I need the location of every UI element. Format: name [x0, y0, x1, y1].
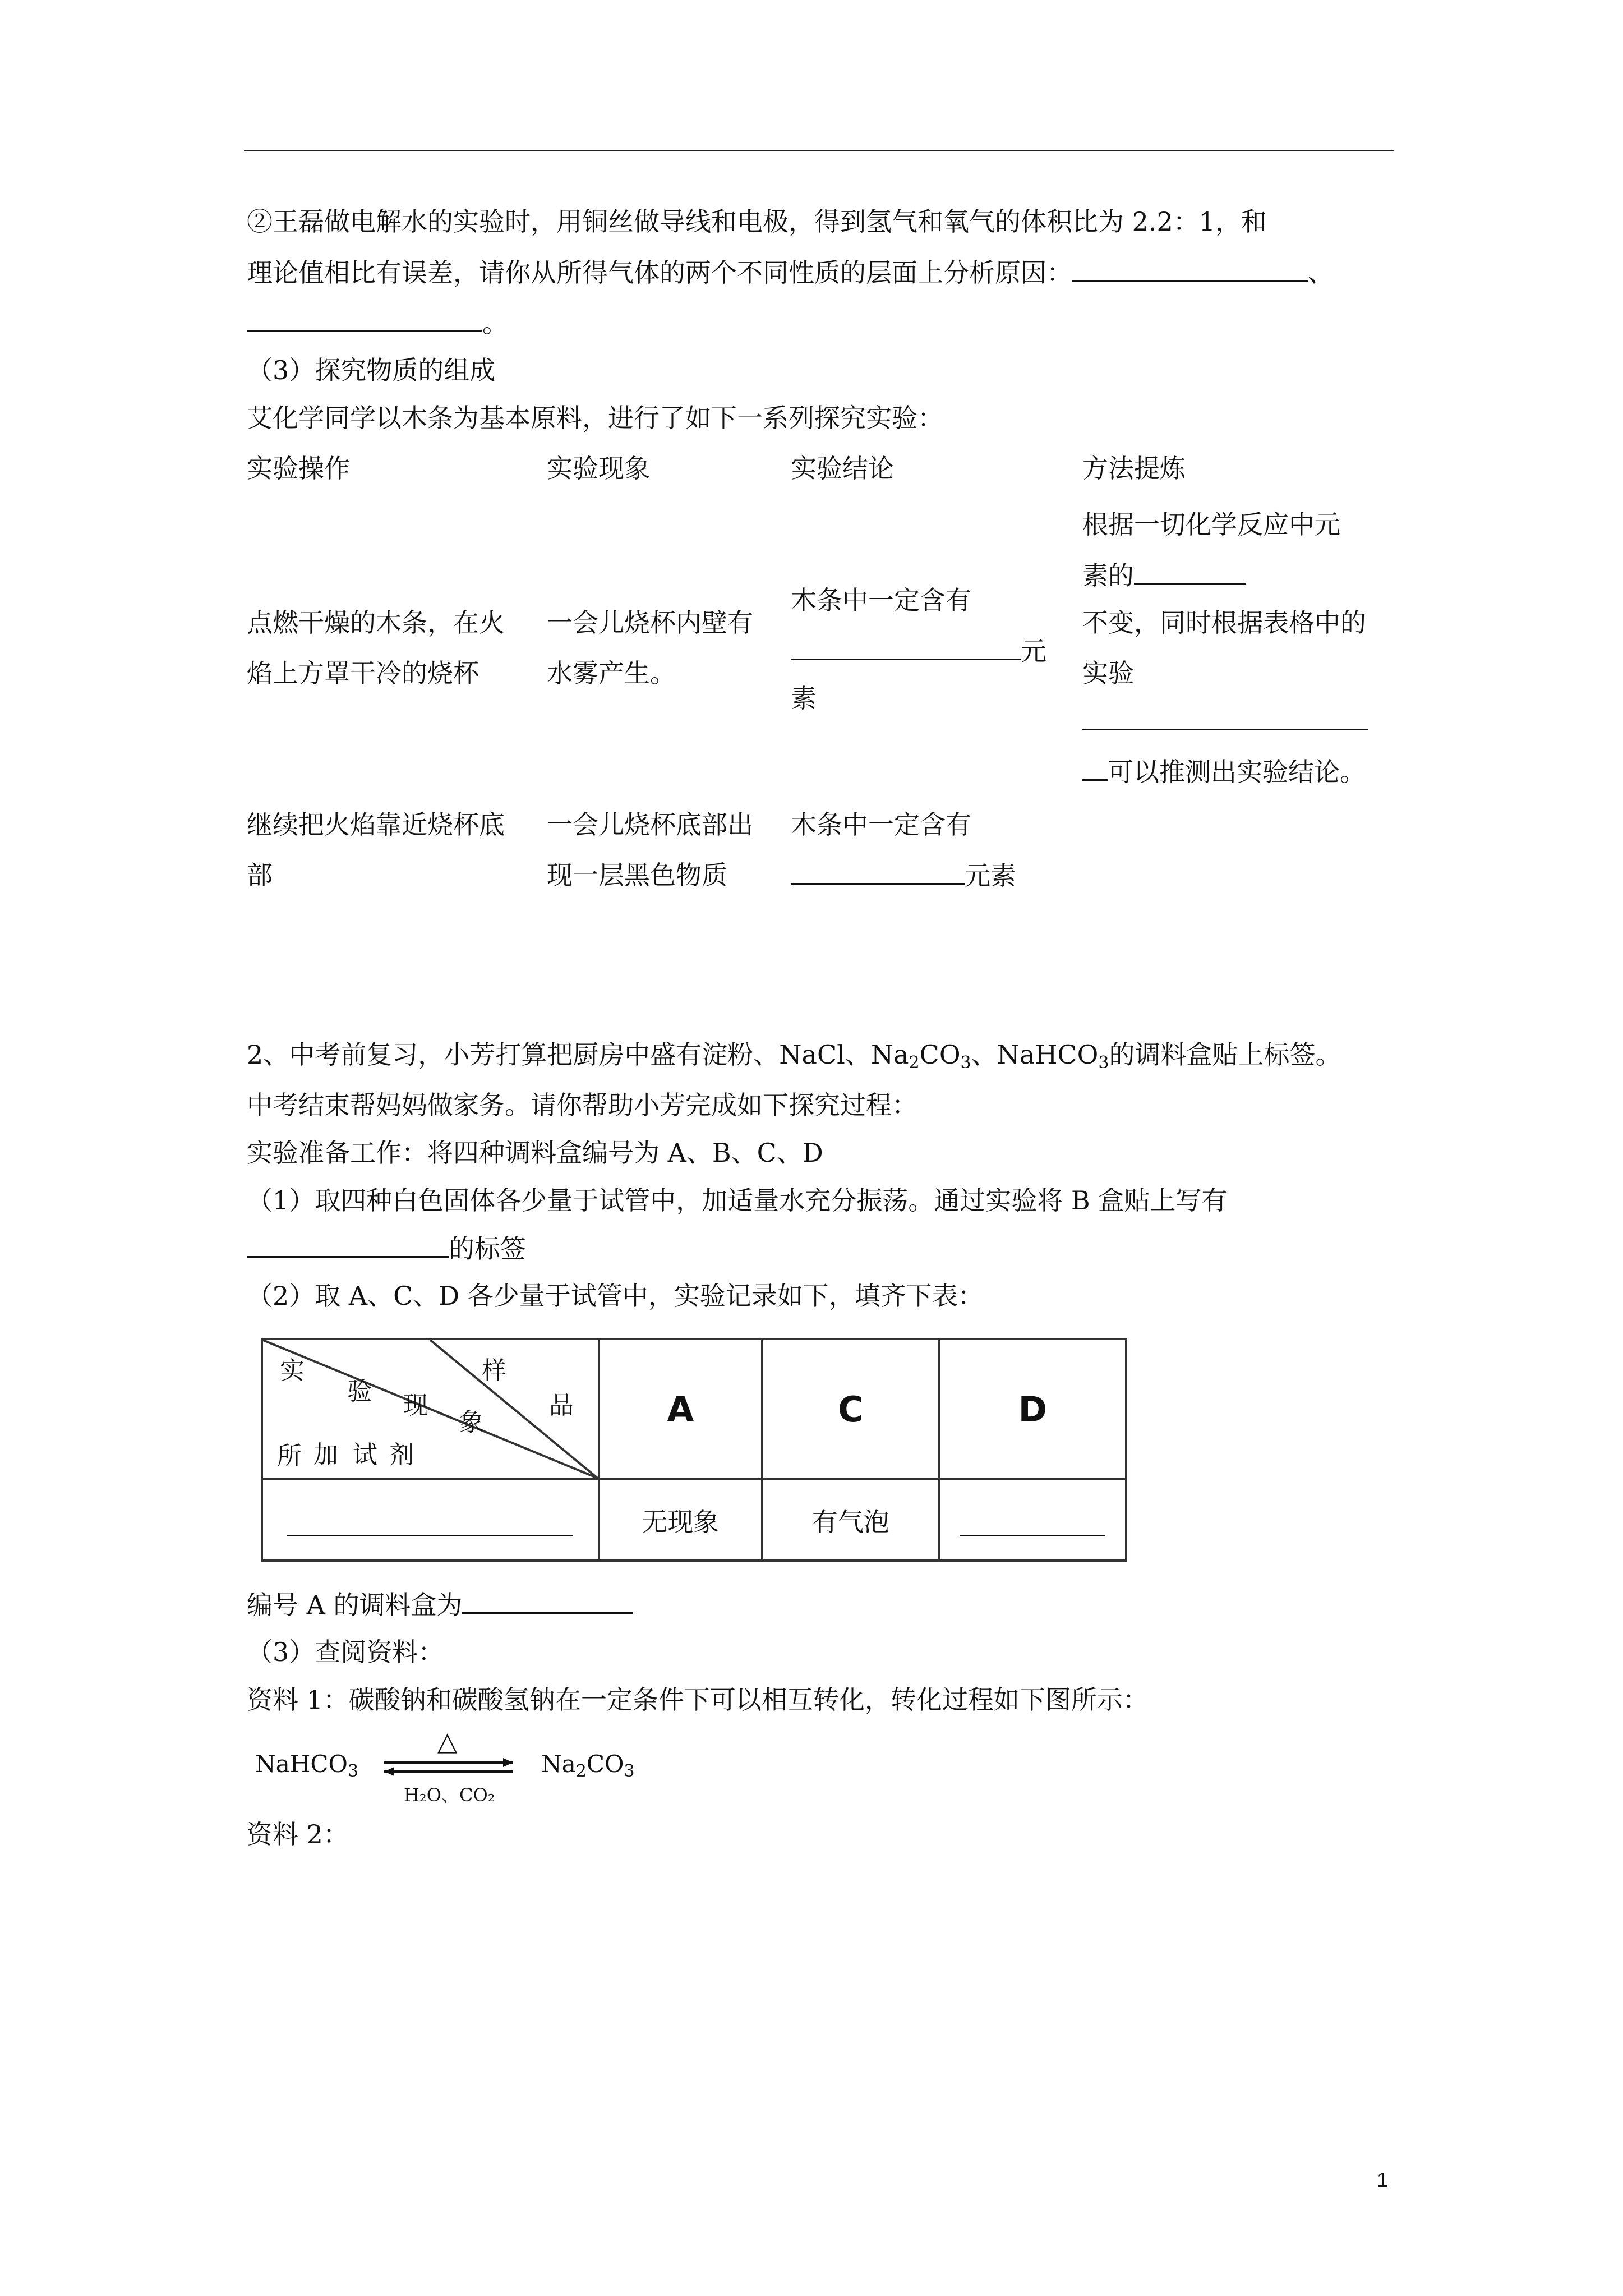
q1-sub2-line2	[247, 255, 1334, 289]
header-method: 方法提炼	[1082, 453, 1186, 484]
subscript: 3	[1098, 1053, 1109, 1073]
row1-method-2-line	[1082, 558, 1246, 592]
subscript: 3	[348, 1761, 359, 1781]
experiment-table	[261, 1338, 1127, 1562]
q2-line1	[247, 1038, 1341, 1071]
row1-concl-line	[791, 634, 1046, 668]
diag-label: 实	[280, 1356, 305, 1385]
answer-blank[interactable]	[1082, 754, 1108, 781]
header-operation: 实验操作	[247, 453, 350, 484]
subscript: 3	[624, 1761, 635, 1781]
q2-line1-d: 的调料盒贴上标签。	[1109, 1039, 1341, 1070]
diag-label: 所	[277, 1442, 302, 1470]
q1-part3-intro: 艾化学同学以木条为基本原料，进行了如下一系列探究实验：	[247, 403, 943, 433]
eq-right-b: CO	[586, 1750, 624, 1778]
eq-top-label: △	[437, 1726, 458, 1756]
reagent-cell	[262, 1479, 599, 1561]
diag-label: 剂	[389, 1441, 414, 1469]
q2-line1-b: CO	[919, 1039, 961, 1070]
q2-line8: （3）查阅资料：	[247, 1637, 444, 1667]
row1-concl-a: 木条中一定含有	[791, 585, 971, 615]
result-d-cell	[939, 1479, 1126, 1561]
row1-method-3: 不变，同时根据表格中的	[1082, 608, 1366, 638]
col-header-c	[762, 1339, 939, 1479]
q2-line10: 资料 2：	[247, 1819, 349, 1849]
q2-line3: 实验准备工作：将四种调料盒编号为 A、B、C、D	[247, 1138, 823, 1168]
q2-line1-c: 、NaHCO	[971, 1039, 1099, 1070]
q1-sub2-line1: ②王磊做电解水的实验时，用铜丝做导线和电极，得到氢气和氧气的体积比为 2.2：1，和	[247, 206, 1267, 237]
diag-label: 象	[459, 1408, 484, 1437]
header-conclusion: 实验结论	[791, 453, 894, 484]
row1-op-1: 点燃干燥的木条，在火	[247, 608, 505, 638]
row1-method-4: 实验	[1082, 658, 1134, 688]
q2-line6: （2）取 A、C、D 各少量于试管中，实验记录如下，填齐下表：	[247, 1281, 984, 1311]
answer-blank[interactable]	[1072, 255, 1308, 282]
q2-line5-end: 的标签	[449, 1234, 526, 1264]
eq-right-a: Na	[541, 1750, 576, 1778]
row1-method-1: 根据一切化学反应中元	[1082, 509, 1340, 540]
answer-blank[interactable]	[247, 1231, 449, 1258]
row2-op-1: 继续把火焰靠近烧杯底	[247, 809, 505, 840]
subscript: 3	[960, 1053, 971, 1073]
q2-line7-text: 编号 A 的调料盒为	[247, 1590, 463, 1620]
diag-label: 试	[353, 1441, 377, 1469]
diag-label: 加	[313, 1441, 338, 1469]
row2-phen-2: 现一层黑色物质	[547, 860, 727, 890]
diag-label: 样	[482, 1356, 506, 1385]
diag-label: 品	[549, 1391, 574, 1420]
page-number: 1	[1377, 2168, 1389, 2191]
row1-concl-b: 元	[1021, 636, 1046, 666]
col-d-label: D	[1018, 1388, 1048, 1430]
col-a-label: A	[667, 1388, 694, 1430]
result-a-cell	[599, 1479, 763, 1561]
row1-method-5: 可以推测出实验结论。	[1108, 757, 1366, 787]
double-arrow-icon	[379, 1756, 519, 1778]
result-c: 有气泡	[811, 1506, 889, 1537]
row2-op-2: 部	[247, 860, 273, 890]
row1-phen-1: 一会儿烧杯内壁有	[547, 608, 753, 638]
col-header-d	[939, 1339, 1126, 1479]
subscript: 2	[575, 1761, 587, 1781]
header-rule	[244, 150, 1394, 151]
row1-method-blank-line	[1082, 704, 1368, 738]
row1-method-2: 素的	[1082, 560, 1134, 591]
diagonal-header-cell	[262, 1339, 599, 1479]
row1-op-2: 焰上方罩干冷的烧杯	[247, 658, 479, 688]
col-header-a	[599, 1339, 763, 1479]
q1-sub2-sep: 、	[1308, 257, 1334, 288]
row1-concl-c: 素	[791, 683, 817, 714]
q2-line1-a: 2、中考前复习，小芳打算把厨房中盛有淀粉、NaCl、Na	[247, 1039, 909, 1070]
result-c-cell	[762, 1479, 939, 1561]
diag-label: 验	[347, 1377, 372, 1406]
col-c-label: C	[838, 1388, 864, 1430]
header-phenomenon: 实验现象	[547, 453, 650, 484]
q2-line9: 资料 1：碳酸钠和碳酸氢钠在一定条件下可以相互转化，转化过程如下图所示：	[247, 1685, 1149, 1715]
answer-blank[interactable]	[287, 1501, 573, 1536]
row2-concl-b: 元素	[965, 861, 1016, 891]
answer-blank[interactable]	[1082, 704, 1368, 730]
row2-concl-a: 木条中一定含有	[791, 809, 971, 840]
q1-sub2-line2-text: 理论值相比有误差，请你从所得气体的两个不同性质的层面上分析原因：	[247, 257, 1072, 288]
diag-label: 现	[403, 1391, 428, 1420]
answer-blank[interactable]	[960, 1501, 1105, 1536]
q1-sub2-end: 。	[482, 308, 508, 338]
eq-left-text: NaHCO	[255, 1750, 348, 1778]
diagonal-labels	[263, 1340, 598, 1478]
answer-blank[interactable]	[791, 858, 965, 885]
subscript: 2	[909, 1053, 920, 1073]
answer-blank[interactable]	[462, 1588, 633, 1614]
row1-phen-2: 水雾产生。	[547, 658, 676, 688]
answer-blank[interactable]	[1134, 558, 1246, 585]
q2-line5	[247, 1231, 526, 1266]
answer-blank[interactable]	[791, 634, 1021, 660]
q2-line4: （1）取四种白色固体各少量于试管中，加适量水充分振荡。通过实验将 B 盒贴上写有	[247, 1185, 1228, 1216]
row1-method-5-line	[1082, 754, 1366, 789]
conversion-equation	[255, 1726, 659, 1809]
eq-right	[541, 1750, 635, 1781]
row2-concl-line	[791, 858, 1016, 892]
result-a: 无现象	[642, 1506, 720, 1537]
answer-blank[interactable]	[247, 306, 482, 332]
q1-part3-title: （3）探究物质的组成	[247, 355, 496, 385]
eq-left	[255, 1750, 359, 1781]
eq-bottom-label: H₂O、CO₂	[404, 1784, 495, 1806]
q1-sub2-line3	[247, 306, 508, 340]
row2-phen-1: 一会儿烧杯底部出	[547, 809, 753, 840]
q2-line2: 中考结束帮妈妈做家务。请你帮助小芳完成如下探究过程：	[247, 1090, 917, 1120]
q2-line7	[247, 1588, 633, 1622]
